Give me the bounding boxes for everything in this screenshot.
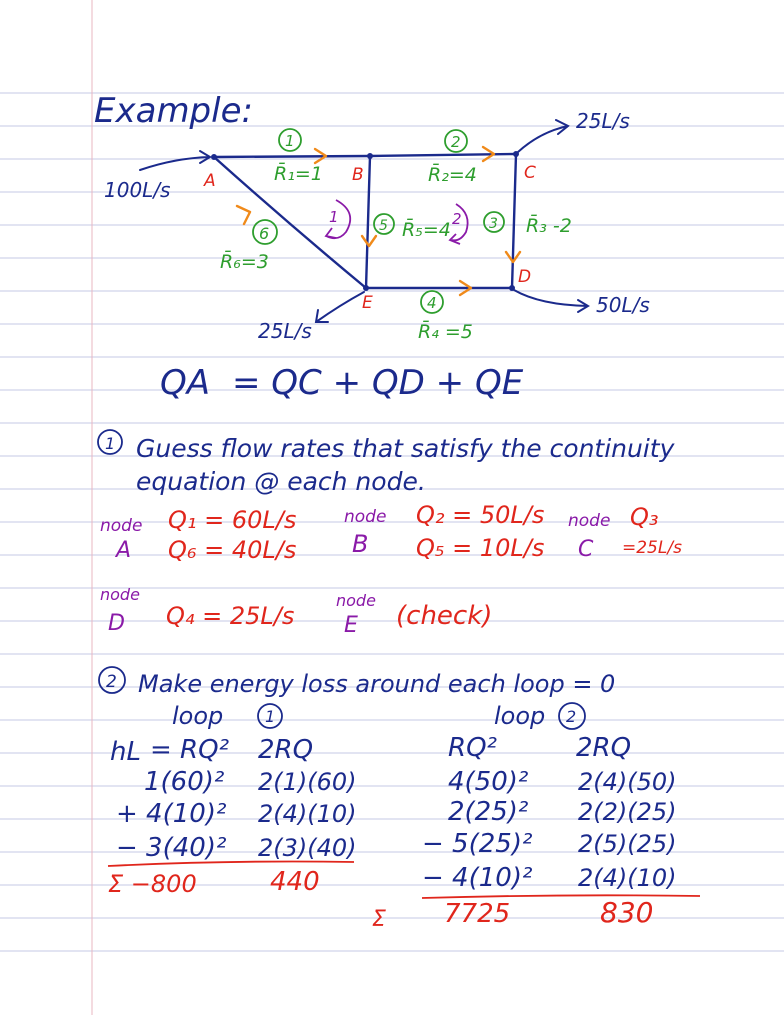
outflow-d-label: 50L/s — [596, 293, 650, 317]
node-d-flow-1: Q₄ = 25L/s — [166, 602, 295, 630]
flow-dir-5-icon — [362, 236, 376, 246]
pipe-cd — [512, 154, 516, 288]
node-c-flow-1: Q₃ — [630, 503, 659, 531]
node-a-flow-1: Q₁ = 60L/s — [168, 506, 297, 534]
step-2-number: 2 — [106, 672, 117, 692]
loop-2-heading-number: 2 — [566, 707, 577, 726]
loop-1-col-2-header: 2RQ — [258, 735, 314, 765]
pipe-4-number: 4 — [427, 294, 437, 312]
step-1-line-2: equation @ each node. — [136, 467, 426, 496]
loop-2-row-2-b: 2(2)(25) — [578, 798, 677, 826]
inflow-label: 100L/s — [104, 178, 171, 202]
node-e-check: (check) — [396, 601, 493, 631]
loop-2-row-3-b: 2(5)(25) — [578, 830, 677, 858]
node-d-label: D — [518, 267, 532, 287]
loop-2-sum-line — [422, 895, 700, 898]
pipe-4-resistance: R̄₄ =5 — [418, 321, 473, 343]
inflow-arrow — [140, 151, 210, 170]
node-b-flow-1: Q₂ = 50L/s — [416, 501, 545, 529]
node-c-tag: node — [568, 511, 611, 531]
step-2-text: Make energy loss around each loop = 0 — [138, 670, 616, 698]
node-d-letter: D — [108, 611, 125, 636]
node-c-label: C — [524, 163, 536, 183]
loop-2-row-3-a: − 5(25)² — [422, 829, 533, 859]
pipe-5-number: 5 — [379, 218, 388, 234]
loop-1-label: 1 — [329, 208, 339, 226]
page-title: Example: — [94, 91, 253, 131]
node-d-tag: node — [100, 585, 140, 604]
outflow-c-label: 25L/s — [576, 109, 630, 133]
head-loss-symbol: hL — [110, 737, 141, 767]
outflow-c-arrow — [518, 120, 568, 152]
loop-2-row-4-a: − 4(10)² — [422, 863, 533, 893]
loop-2-heading: loop — [494, 702, 546, 730]
loop-1-col-1-header: = RQ² — [150, 735, 230, 765]
loop-2-sum-a: 7725 — [444, 899, 511, 929]
loop-2-row-2-a: 2(25)² — [448, 797, 529, 827]
loop-1-row-2-a: + 4(10)² — [116, 799, 227, 829]
loop-2-sum-b: 830 — [600, 896, 654, 929]
pipe-ab — [214, 156, 370, 157]
loop-2-col-2-header: 2RQ — [576, 733, 632, 763]
loop-2-col-1-header: RQ² — [448, 733, 497, 763]
node-a-label: A — [204, 171, 216, 191]
pipe-2-resistance: R̄₂=4 — [428, 164, 477, 186]
equation-rhs: = QC + QD + QE — [232, 363, 524, 403]
node-b-letter: B — [352, 530, 369, 558]
step-1-line-1: Guess flow rates that satisfy the continuity — [136, 434, 675, 463]
loop-2-row-1-a: 4(50)² — [448, 767, 529, 797]
pipe-1-number: 1 — [285, 132, 295, 150]
pipe-6-number: 6 — [259, 224, 270, 243]
loop-1-row-1-b: 2(1)(60) — [258, 768, 357, 796]
pipe-2-number: 2 — [451, 133, 461, 151]
node-a-flow-2: Q₆ = 40L/s — [168, 536, 297, 564]
loop-1-row-3-b: 2(3)(40) — [258, 834, 357, 862]
loop-1-sum-a: Σ −800 — [108, 870, 197, 898]
outflow-e-label: 25L/s — [258, 319, 312, 343]
pipe-3-number: 3 — [489, 216, 498, 232]
flow-dir-6-icon — [237, 206, 250, 224]
node-a-tag: node — [100, 516, 143, 536]
node-c-flow-2: =25L/s — [622, 538, 682, 558]
node-c-letter: C — [578, 537, 594, 562]
node-e-dot — [363, 285, 369, 291]
loop-1-sum-b: 440 — [270, 867, 320, 897]
loop-1-row-1-a: 1(60)² — [144, 767, 225, 797]
loop-1-heading-number: 1 — [265, 707, 276, 726]
node-e-tag: node — [336, 591, 376, 610]
pipe-1-resistance: R̄₁=1 — [274, 163, 323, 185]
node-b-flow-2: Q₅ = 10L/s — [416, 534, 545, 562]
loop-2-label: 2 — [452, 210, 462, 228]
loop-2-sigma: Σ — [372, 907, 386, 932]
outflow-d-arrow — [514, 290, 588, 312]
equation-lhs: QA — [160, 363, 211, 403]
outflow-e-arrow — [316, 292, 364, 322]
node-b-tag: node — [344, 507, 387, 527]
node-b-dot — [367, 153, 373, 159]
node-e-letter: E — [344, 613, 358, 638]
pipe-3-resistance: R̄₃ -2 — [526, 215, 572, 237]
pipe-5-resistance: R̄₅=4 — [402, 219, 451, 241]
pipe-6-resistance: R̄₆=3 — [220, 251, 269, 273]
step-1-number: 1 — [105, 434, 116, 453]
pipe-network-diagram — [104, 109, 650, 343]
node-a-letter: A — [116, 538, 132, 563]
pipe-be — [366, 156, 370, 288]
node-b-label: B — [352, 165, 364, 185]
loop-1-row-2-b: 2(4)(10) — [258, 800, 357, 828]
loop-1-row-3-a: − 3(40)² — [116, 833, 227, 863]
loop-2-row-4-b: 2(4)(10) — [578, 864, 677, 892]
node-e-label: E — [362, 293, 373, 313]
loop-2-row-1-b: 2(4)(50) — [578, 768, 677, 796]
loop-1-heading: loop — [172, 702, 224, 730]
